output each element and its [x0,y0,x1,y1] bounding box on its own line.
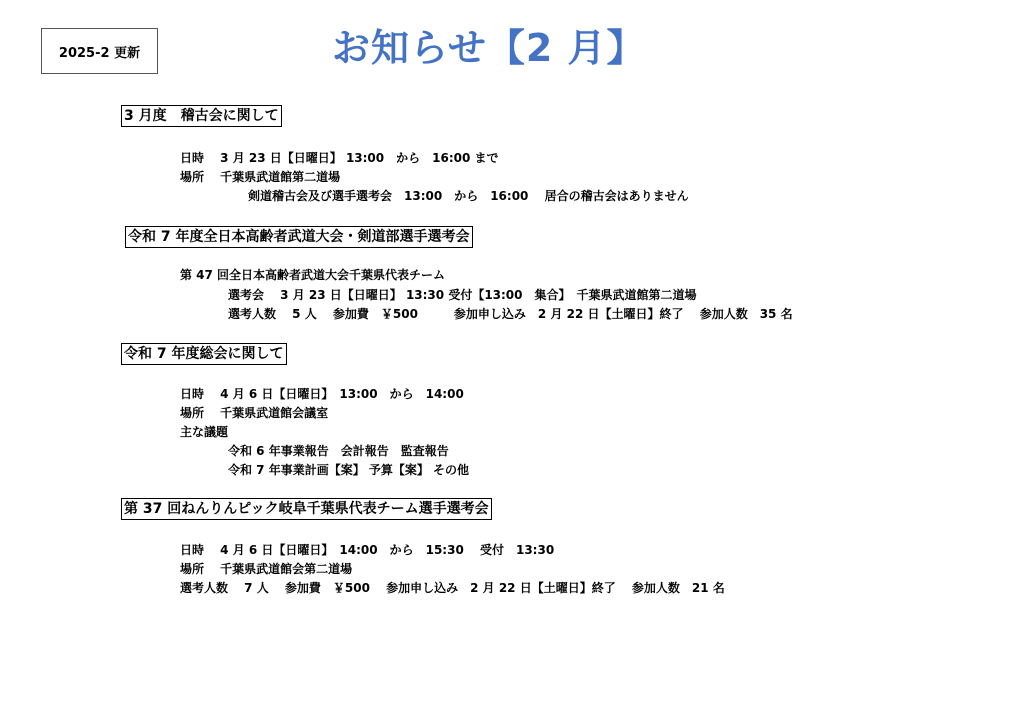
section-2-line-1: 第 47 回全日本高齢者武道大会千葉県代表チーム [180,268,446,282]
section-1-line-1: 日時 3 月 23 日【日曜日】 13:00 から 16:00 まで [180,151,499,165]
section-3-line-5: 令和 7 年事業計画【案】 予算【案】 その他 [228,463,470,477]
section-4-line-3: 選考人数 7 人 参加費 ￥500 参加申し込み 2 月 22 日【土曜日】終了 参加人数 21 名 [180,581,725,595]
section-heading-march-practice: 3 月度 稽古会に関して [121,105,282,127]
page-title: お知らせ【2 月】 [332,26,646,70]
section-heading-nenrin-pic-selection: 第 37 回ねんりんピック岐阜千葉県代表チーム選手選考会 [121,498,492,520]
update-label: 2025-2 更新 [41,28,158,74]
section-1-line-3: 剣道稽古会及び選手選考会 13:00 から 16:00 居合の稽古会はありません [248,189,689,203]
section-heading-general-meeting: 令和 7 年度総会に関して [121,343,287,365]
section-2-line-3: 選考人数 5 人 参加費 ￥500 参加申し込み 2 月 22 日【土曜日】終了 参加人数 35 名 [228,307,793,321]
section-3-line-2: 場所 千葉県武道館会議室 [180,406,329,420]
section-heading-elderly-budo-selection: 令和 7 年度全日本高齢者武道大会・剣道部選手選考会 [125,226,473,248]
section-1-line-2: 場所 千葉県武道館第二道場 [180,170,341,184]
section-4-line-2: 場所 千葉県武道館会第二道場 [180,562,353,576]
section-3-line-4: 令和 6 年事業報告 会計報告 監査報告 [228,444,449,458]
section-4-line-1: 日時 4 月 6 日【日曜日】 14:00 から 15:30 受付 13:30 [180,543,555,557]
section-3-line-1: 日時 4 月 6 日【日曜日】 13:00 から 14:00 [180,387,464,401]
section-2-line-2: 選考会 3 月 23 日【日曜日】 13:30 受付【13:00 集合】 千葉県武道館第二道場 [228,288,697,302]
section-3-line-3: 主な議題 [180,425,229,439]
